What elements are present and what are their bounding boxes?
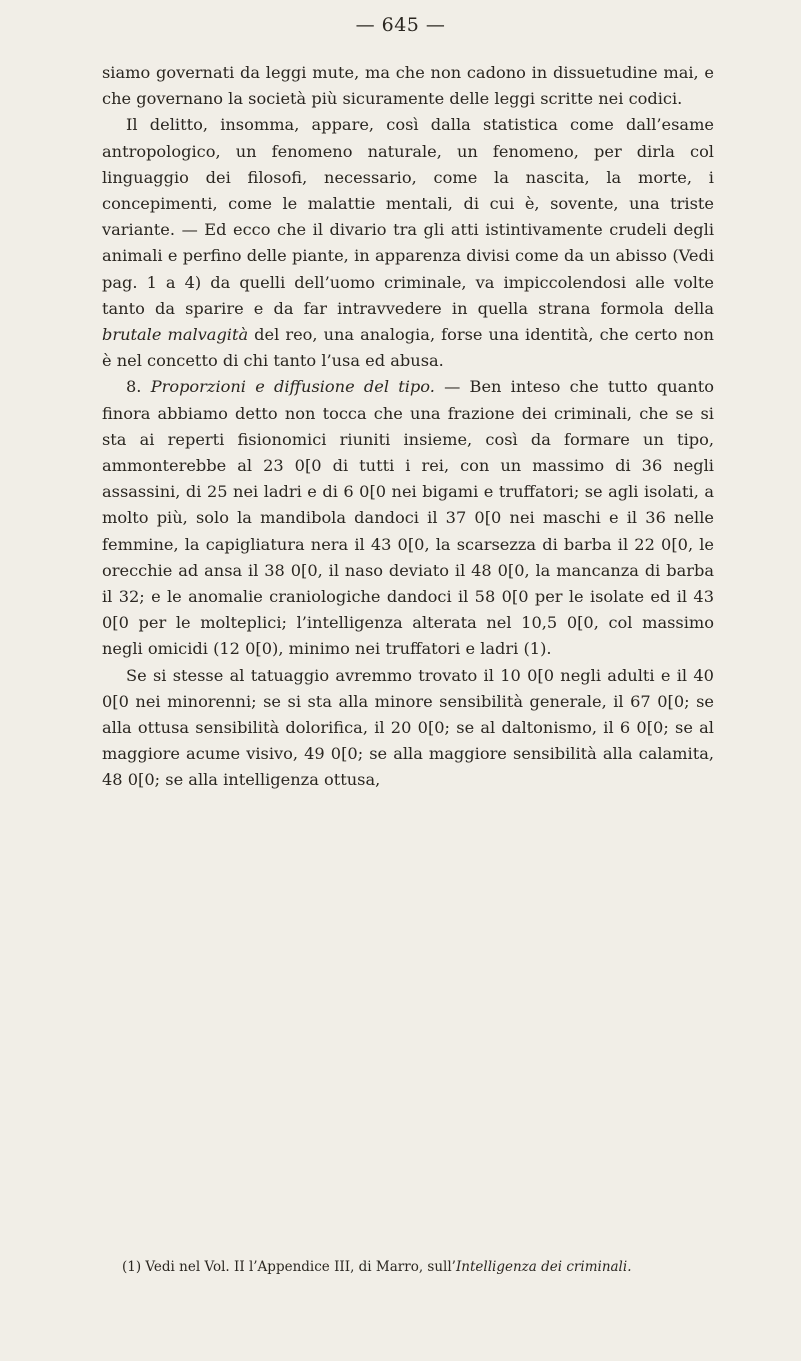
paragraph-2-italic: brutale malvagità xyxy=(102,325,249,345)
paragraph-2-text: Il delitto, insomma, appare, così dalla statistica come dall’esame antropologico, un fenomeno naturale, un fenomeno, per dirla col linguaggio dei filosofi, necessario, come la nascita, la morte, i concepimenti, come le malattie mentali, di cui è, sovente, una triste variante. — Ed ecco che il divario tra gli atti istintivamente crudeli degli animali e perfino delle piante, in apparenza divisi come da un abisso (Vedi pag. 1 a 4) da quelli dell’uomo criminale, va impiccolendosi alle volte tanto da sparire e da far intravvedere in quella strana formola della xyxy=(102,115,714,318)
paragraph-2-text-end: del reo, una analogia, forse una identità, che certo non è nel concetto di chi tanto l’usa ed abusa. xyxy=(102,325,714,371)
body-text xyxy=(102,60,714,794)
paragraph-1 xyxy=(102,60,714,112)
footnote-italic: Intelligenza dei criminali. xyxy=(455,1259,632,1275)
footnote-text: (1) Vedi nel Vol. II l’Appendice III, di Marro, sull’ xyxy=(122,1259,456,1275)
footnote xyxy=(122,1258,762,1276)
paragraph-3 xyxy=(102,374,714,662)
paragraph-4 xyxy=(102,663,714,794)
section-title: Proporzioni e diffusione del tipo. xyxy=(150,377,435,397)
paragraph-3-text: — Ben inteso che tutto quanto finora abbiamo detto non tocca che una frazione dei criminali, che se si sta ai reperti fisionomici riuniti insieme, così da formare un tipo, ammonterebbe al 23 0[0 di tutti i rei, con un massimo di 36 negli assassini, di 25 nei ladri e di 6 0[0 nei bigami e truffatori; se agli isolati, a molto più, solo la mandibola dandoci il 37 0[0 nei maschi e il 36 nelle femmine, la capigliatura nera il 43 0[0, la scarsezza di barba il 22 0[0, le orecchie ad ansa il 38 0[0, il naso deviato il 48 0[0, la mancanza di barba il 32; e le anomalie craniologiche dandoci il 58 0[0 per le isolate ed il 43 0[0 per le molteplici; l’intelligenza alterata nel 10,5 0[0, col massimo negli omicidi (12 0[0), minimo nei truffatori e ladri (1). xyxy=(102,377,714,659)
section-number: 8. xyxy=(126,377,151,397)
page-number: — 645 — xyxy=(355,14,446,36)
paragraph-2 xyxy=(102,112,714,374)
paragraph-4-text: Se si stesse al tatuaggio avremmo trovato il 10 0[0 negli adulti e il 40 0[0 nei minorenni; se si sta alla minore sensibilità generale, il 67 0[0; se alla ottusa sensibilità dolorifica, il 20 0[0; se al daltonismo, il 6 0[0; se al maggiore acume visivo, 49 0[0; se alla maggiore sensibilità alla calamita, 48 0[0; se alla intelligenza ottusa, xyxy=(102,665,714,790)
paragraph-1-text: siamo governati da leggi mute, ma che non cadono in dissuetudine mai, e che governano la società più sicuramente delle leggi scritte nei codici. xyxy=(102,63,714,109)
